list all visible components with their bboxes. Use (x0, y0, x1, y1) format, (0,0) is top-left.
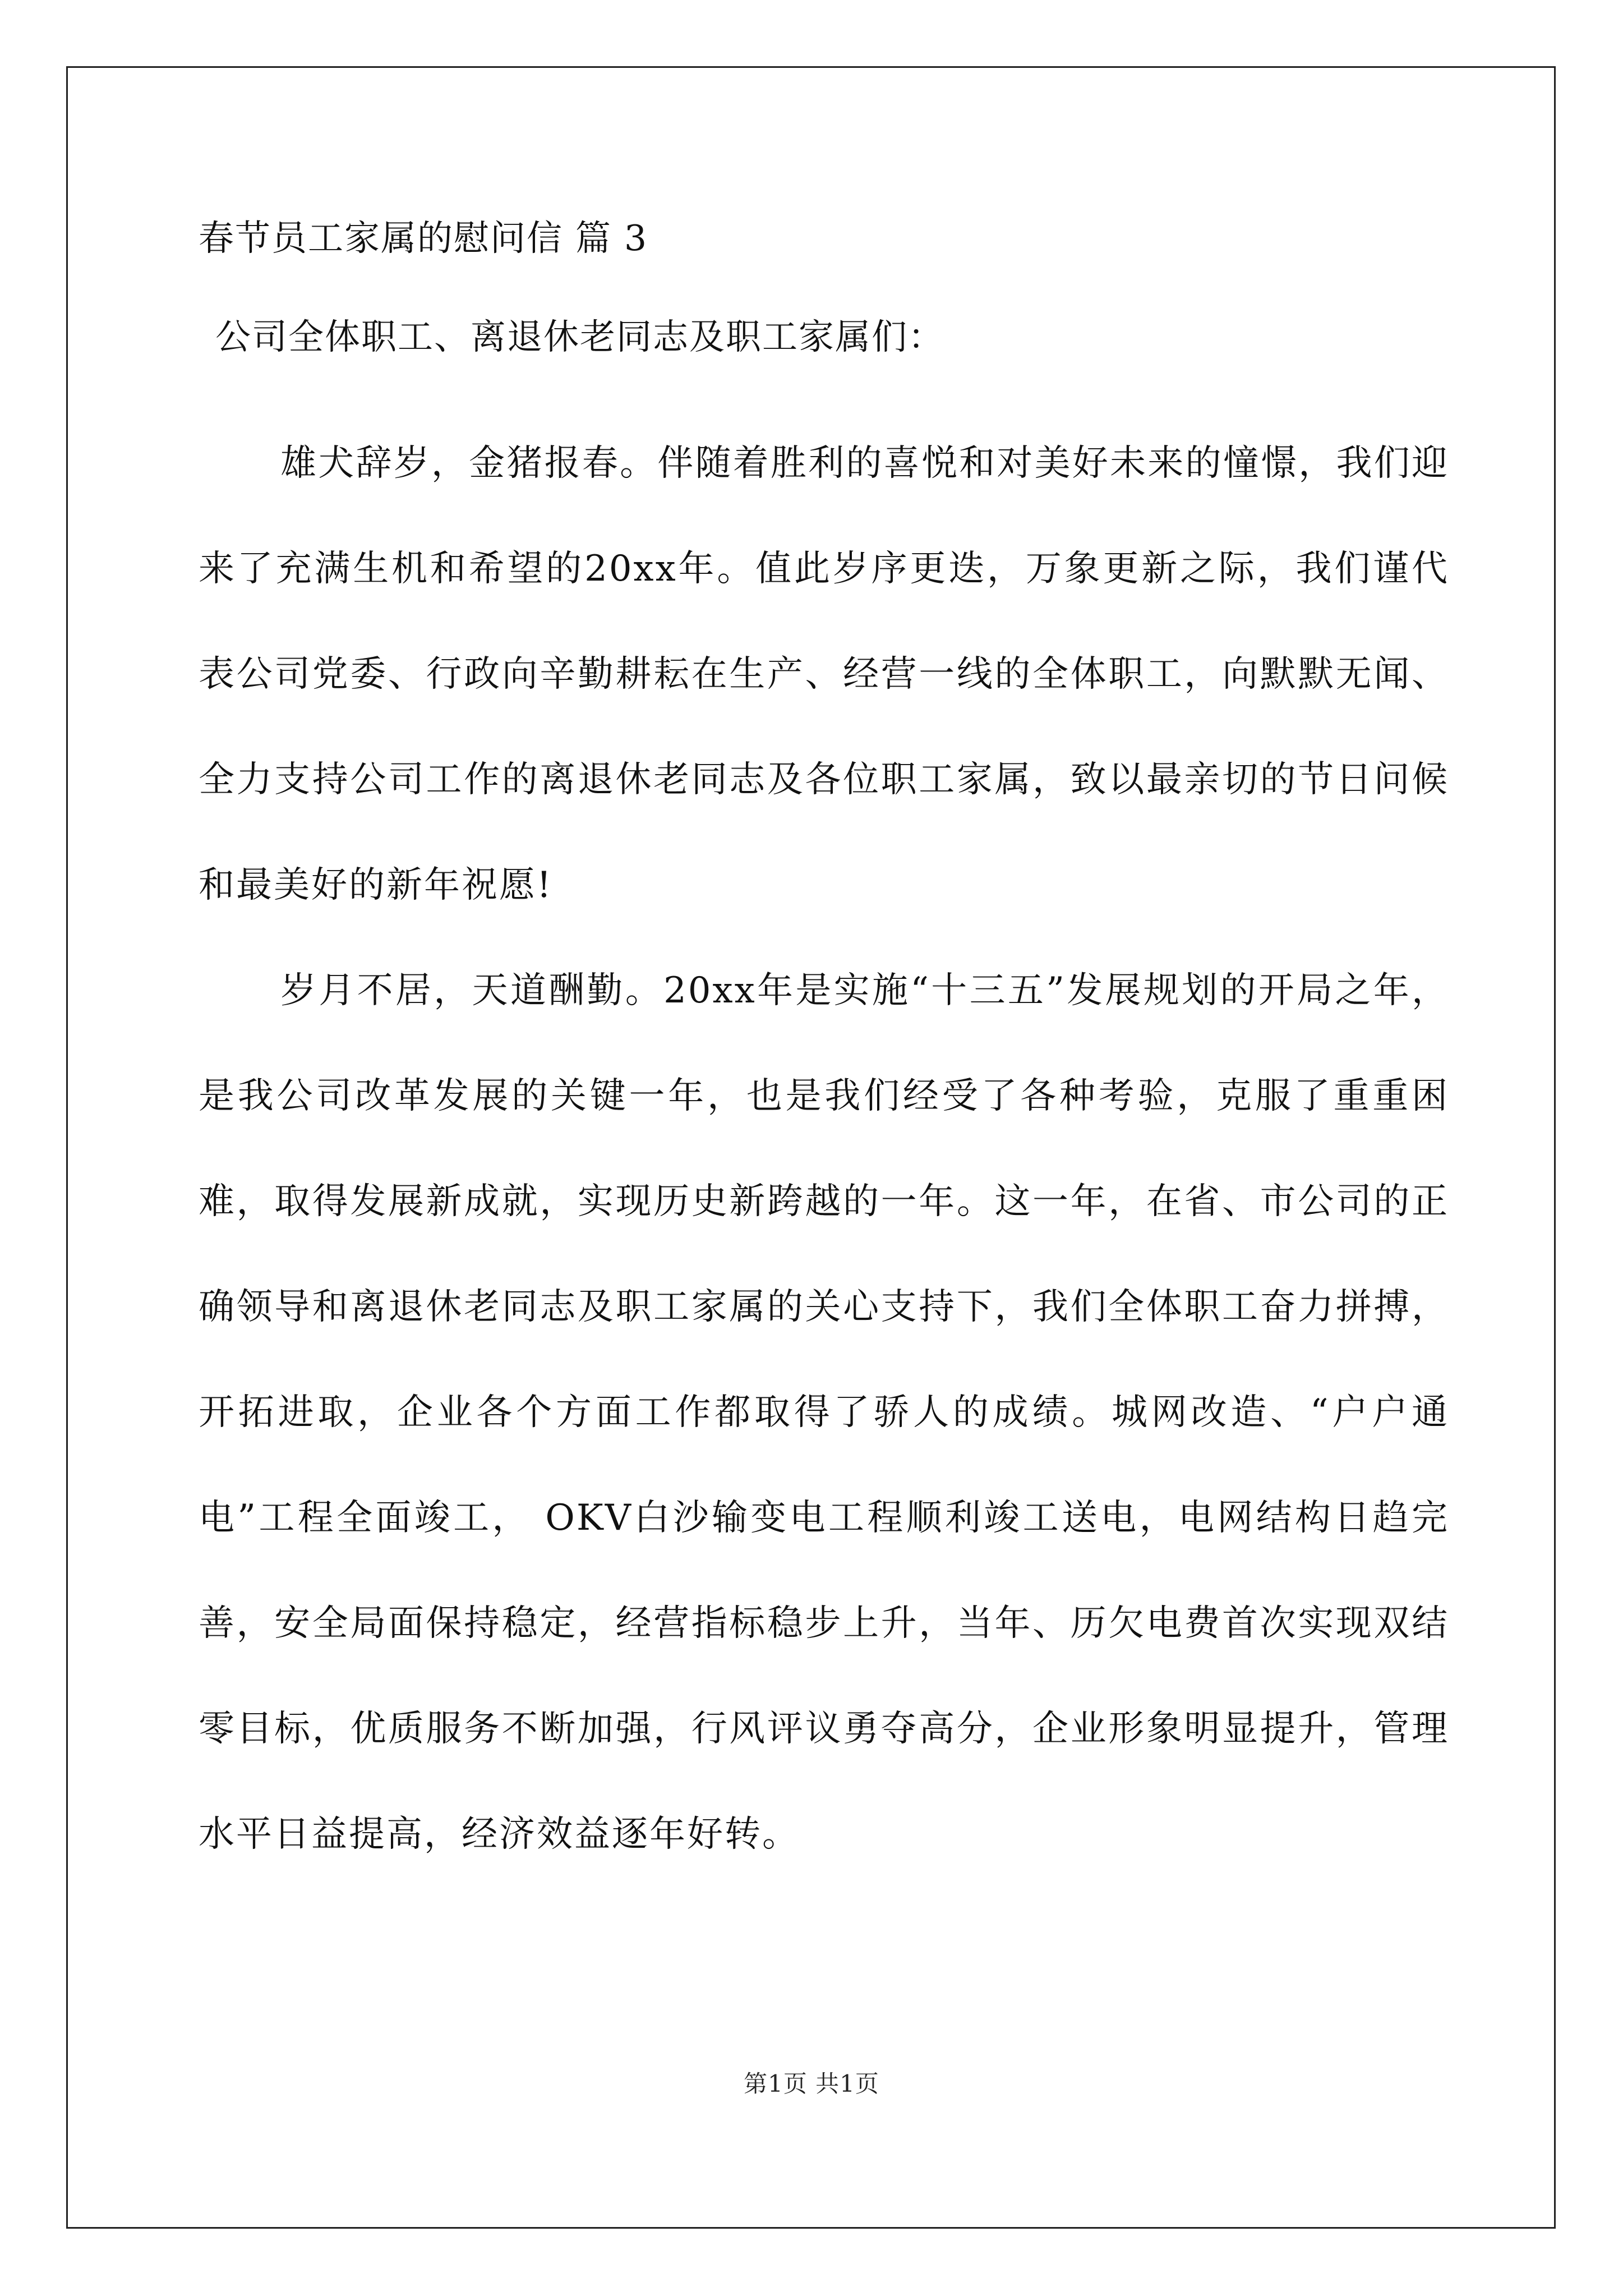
document-body (199, 213, 1449, 1887)
paragraph-1: 雄犬辞岁，金猪报春。伴随着胜利的喜悦和对美好未来的憧憬，我们迎来了充满生机和希望的20xx年。值此岁序更迭，万象更新之际，我们谨代表公司党委、行政向辛勤耕耘在生产、经营一线的全体职工，向默默无闻、全力支持公司工作的离退休老同志及各位职工家属，致以最亲切的节日问候和最美好的新年祝愿! (199, 443, 1449, 906)
salutation: 公司全体职工、离退休老同志及职工家属们： (215, 316, 944, 357)
document-title: 春节员工家属的慰问信 篇 3 (199, 218, 648, 259)
paragraph-2: 岁月不居，天道酬勤。20xx年是实施“十三五”发展规划的开局之年，是我公司改革发展的关键一年，也是我们经受了各种考验，克服了重重困难，取得发展新成就，实现历史新跨越的一年。这一年，在省、市公司的正确领导和离退休老同志及职工家属的关心支持下，我们全体职工奋力拼搏，开拓进取，企业各个方面工作都取得了骄人的成绩。城网改造、“户户通电”工程全面竣工， OKV白沙输变电工程顺利竣工送电，电网结构日趋完善，安全局面保持稳定，经营指标稳步上升，当年、历欠电费首次实现双结零目标，优质服务不断加强，行风评议勇夺高分，企业形象明显提升，管理水平日益提高，经济效益逐年好转。 (199, 970, 1449, 1855)
page-footer: 第1页 共1页 (744, 2070, 879, 2097)
